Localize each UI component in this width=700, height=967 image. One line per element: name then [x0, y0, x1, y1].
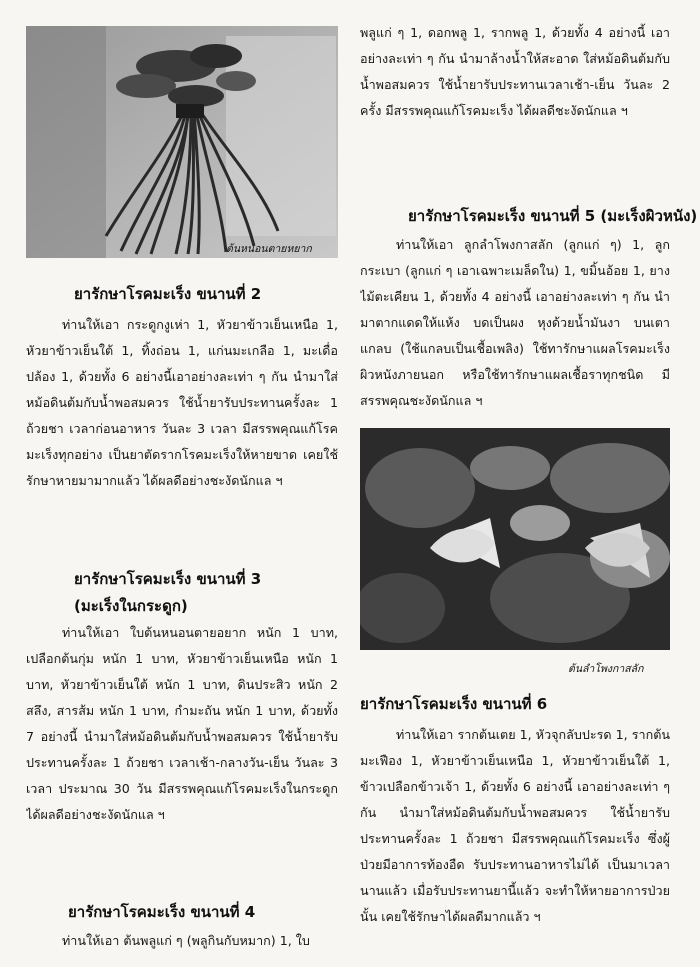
recipe4-body-continued: พลูแก่ ๆ 1, ดอกพลู 1, รากพลู 1, ด้วยทั้ง 4 อย่างนี้ เอาอย่างละเท่า ๆ กัน นำมาล้างน้ำให้สะอาด ใส่หม้อดินต้มกับน้ำพอสมควร ใช้น้ำยารับประทานเวลาเช้า-เย็น วันละ 2 ครั้ง มีสรรพคุณแก้โรคมะเร็ง ได้ผลดีชะงัดนักแล ฯ: [360, 25, 670, 118]
recipe4-body-start: ท่านให้เอา ต้นพลูแก่ ๆ (พลูกินกับหมาก) 1, ใบ: [62, 933, 310, 948]
photo-nonetaiyak-plant: [26, 26, 338, 258]
recipe5-body: ท่านให้เอา ลูกลำโพงกาสลัก (ลูกแก่ ๆ) 1, ลูกกระเบา (ลูกแก่ ๆ เอาเฉพาะเมล็ดใน) 1, ขมิ้นอ้อย 1, ยางไม้ตะเคียน 1, ด้วยทั้ง 4 อย่างนี้ เอาอย่างละเท่า ๆ กัน นำมาตากแดดให้แห้ง บดเป็นผง หุงด้วยน้ำมันงา บนเตาแกลบ (ใช้แกลบเป็นเชื้อเพลิง) ใช้ทารักษาแผลโรคมะเร็งผิวหนังภายนอก หรือใช้ทารักษาแผลเชื้อราทุกชนิด มีสรรพคุณชะงัดนักแล ฯ: [360, 237, 670, 408]
recipe6-body: ท่านให้เอา รากต้นเตย 1, หัวจุกลับปะรด 1, รากต้นมะเฟือง 1, หัวยาข้าวเย็นเหนือ 1, หัวยาข้าวเย็นใต้ 1, ข้าวเปลือกข้าวเจ้า 1, ด้วยทั้ง 6 อย่างนี้ เอาอย่างละเท่า ๆ กัน นำมาใส่หม้อดินต้มกับน้ำพอสมควร ใช้น้ำยารับประทานครั้งละ 1 ถ้วยชา มีสรรพคุณแก้โรคมะเร็ง ซึ่งผู้ป่วยมีอาการท้องอืด รับประทานอาหารไม่ได้ เป็นมาเวลานานแล้ว เมื่อรับประทานยานี้แล้ว จะทำให้หายอาการป่วยนั้น เคยใช้รักษาได้ผลดีมากแล้ว ฯ: [360, 727, 670, 924]
recipe3-heading: ยารักษาโรคมะเร็ง ขนานที่ 3: [74, 570, 262, 588]
recipe5-heading: ยารักษาโรคมะเร็ง ขนานที่ 5 (มะเร็งผิวหนัง): [408, 207, 698, 225]
recipe3-subheading: (มะเร็งในกระดูก): [74, 597, 188, 615]
recipe2-heading: ยารักษาโรคมะเร็ง ขนานที่ 2: [74, 285, 262, 303]
photo1-caption: ต้นหนอนตายหยาก: [226, 243, 312, 255]
recipe4-heading: ยารักษาโรคมะเร็ง ขนานที่ 4: [68, 903, 256, 921]
recipe3-body: ท่านให้เอา ใบต้นหนอนตายอยาก หนัก 1 บาท, เปลือกต้นกุ่ม หนัก 1 บาท, หัวยาข้าวเย็นเหนือ หนัก 1 บาท, หัวยาข้าวเย็นใต้ หนัก 1 บาท, ดินประสิว หนัก 2 สลึง, สารส้ม หนัก 1 บาท, กำมะถัน หนัก 1 บาท, ด้วยทั้ง 7 อย่างนี้ นำมาใส่หม้อดินต้มกับน้ำพอสมควร ใช้น้ำยารับประทานครั้งละ 1 ถ้วยชา เวลาเช้า-กลางวัน-เย็น วันละ 3 เวลา ประมาณ 30 วัน มีสรรพคุณแก้โรคมะเร็งในกระดูก ได้ผลดีอย่างชะงัดนักแล ฯ: [26, 625, 338, 822]
datura-flower-image: [360, 428, 670, 650]
plant-roots-image: [26, 26, 338, 258]
recipe2-body: ท่านให้เอา กระดูกงูเห่า 1, หัวยาข้าวเย็นเหนือ 1, หัวยาข้าวเย็นใต้ 1, ทิ้งถ่อน 1, แก่นมะเกลือ 1, มะเดื่อปล้อง 1, ด้วยทั้ง 6 อย่างนี้เอาอย่างละเท่า ๆ กัน นำมาใส่หม้อดินต้มกับน้ำพอสมควร ใช้น้ำยารับประทานครั้งละ 1 ถ้วยชา เวลาก่อนอาหาร วันละ 3 เวลา มีสรรพคุณแก้โรคมะเร็งทุกอย่าง เป็นยาตัดรากโรคมะเร็งให้หายขาด เคยใช้รักษาหายมามากแล้ว ได้ผลดีอย่างชะงัดนักแล ฯ: [26, 317, 338, 488]
photo-lampong-kasalak-plant: [360, 428, 670, 650]
recipe6-heading: ยารักษาโรคมะเร็ง ขนานที่ 6: [360, 695, 548, 713]
photo2-caption: ต้นลำโพงกาสลัก: [568, 663, 644, 675]
